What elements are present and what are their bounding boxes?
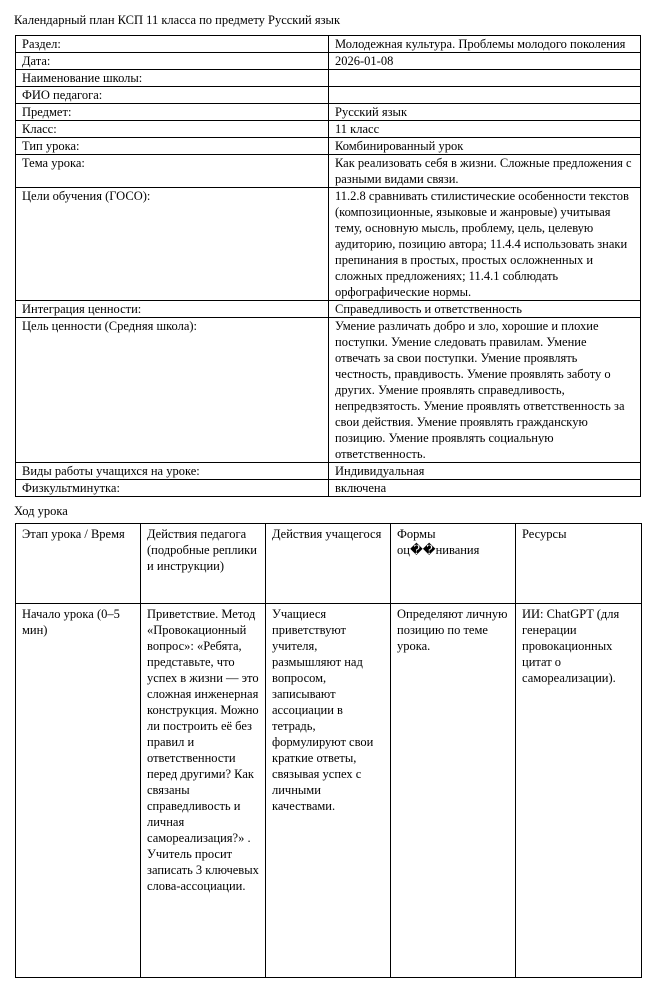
- info-label: Цель ценности (Средняя школа):: [16, 318, 329, 463]
- info-row: [16, 463, 641, 480]
- lesson-cell: Учащиеся приветствуют учителя, размышляют над вопросом, записывают ассоциации в тетрадь, формулируют свои краткие ответы, связывая успех с личными качествами.: [266, 604, 391, 978]
- info-value: Как реализовать себя в жизни. Сложные предложения с разными видами связи.: [329, 155, 641, 188]
- lesson-info-table: [15, 35, 641, 497]
- info-label: Предмет:: [16, 104, 329, 121]
- info-value: [329, 87, 641, 104]
- info-row: [16, 53, 641, 70]
- lesson-cell: ИИ: ChatGPT (для генерации провокационных цитат о самореализации).: [516, 604, 642, 978]
- info-row: [16, 121, 641, 138]
- lesson-cell: Определяют личную позицию по теме урока.: [391, 604, 516, 978]
- info-label: Виды работы учащихся на уроке:: [16, 463, 329, 480]
- info-value: 11 класс: [329, 121, 641, 138]
- lesson-cell: Приветствие. Метод «Провокационный вопрос»: «Ребята, представьте, что успех в жизни — это сложная инженерная конструкция. Можно ли построить её без правил и ответственности перед другими? Как связаны справедливость и личная самореализация?» . Учитель просит записать 3 ключевых слова-ассоциации.: [141, 604, 266, 978]
- info-value: Молодежная культура. Проблемы молодого поколения: [329, 36, 641, 53]
- info-label: ФИО педагога:: [16, 87, 329, 104]
- page-title: Календарный план КСП 11 класса по предмету Русский язык: [14, 13, 341, 27]
- info-label: Дата:: [16, 53, 329, 70]
- lesson-heading: Ход урока: [14, 504, 68, 518]
- info-label: Физкультминутка:: [16, 480, 329, 497]
- info-label: Тема урока:: [16, 155, 329, 188]
- lesson-header-cell: Действия педагога (подробные реплики и инструкции): [141, 524, 266, 604]
- info-value: Комбинированный урок: [329, 138, 641, 155]
- lesson-header-cell: Ресурсы: [516, 524, 642, 604]
- lesson-row: [16, 604, 642, 978]
- lesson-header-row: [16, 524, 642, 604]
- info-value: [329, 70, 641, 87]
- lesson-header-cell: Формы оц��нивания: [391, 524, 516, 604]
- info-row: [16, 480, 641, 497]
- lesson-flow-table: [15, 523, 642, 978]
- info-value: 11.2.8 сравнивать стилистические особенности текстов (композиционные, языковые и жанровые) учитывая тему, основную мысль, проблему, цель, целевую аудиторию, позицию автора; 11.4.4 использовать знаки препинания в простых, простых осложненных и сложных предложениях; 11.4.1 соблюдать орфографические нормы.: [329, 188, 641, 301]
- info-value: Справедливость и ответственность: [329, 301, 641, 318]
- info-value: Русский язык: [329, 104, 641, 121]
- info-row: [16, 301, 641, 318]
- lesson-header-cell: Действия учащегося: [266, 524, 391, 604]
- info-row: [16, 188, 641, 301]
- info-row: [16, 70, 641, 87]
- info-value: Индивидуальная: [329, 463, 641, 480]
- info-label: Класс:: [16, 121, 329, 138]
- info-label: Тип урока:: [16, 138, 329, 155]
- lesson-header-cell: Этап урока / Время: [16, 524, 141, 604]
- info-row: [16, 36, 641, 53]
- info-value: включена: [329, 480, 641, 497]
- info-label: Раздел:: [16, 36, 329, 53]
- info-row: [16, 138, 641, 155]
- lesson-cell: Начало урока (0–5 мин): [16, 604, 141, 978]
- info-row: [16, 104, 641, 121]
- info-label: Цели обучения (ГОСО):: [16, 188, 329, 301]
- info-value: Умение различать добро и зло, хорошие и плохие поступки. Умение следовать правилам. Умение отвечать за свои поступки. Умение проявлять честность, правдивость. Умение проявлять заботу о других. Умение проявлять справедливость, непредвзятость. Умение проявлять ответственность за свои действия. Умение проявлять гражданскую позицию. Умение проявлять социальную ответственность.: [329, 318, 641, 463]
- info-row: [16, 318, 641, 463]
- info-row: [16, 87, 641, 104]
- info-row: [16, 155, 641, 188]
- info-label: Интеграция ценности:: [16, 301, 329, 318]
- info-value: 2026-01-08: [329, 53, 641, 70]
- info-label: Наименование школы:: [16, 70, 329, 87]
